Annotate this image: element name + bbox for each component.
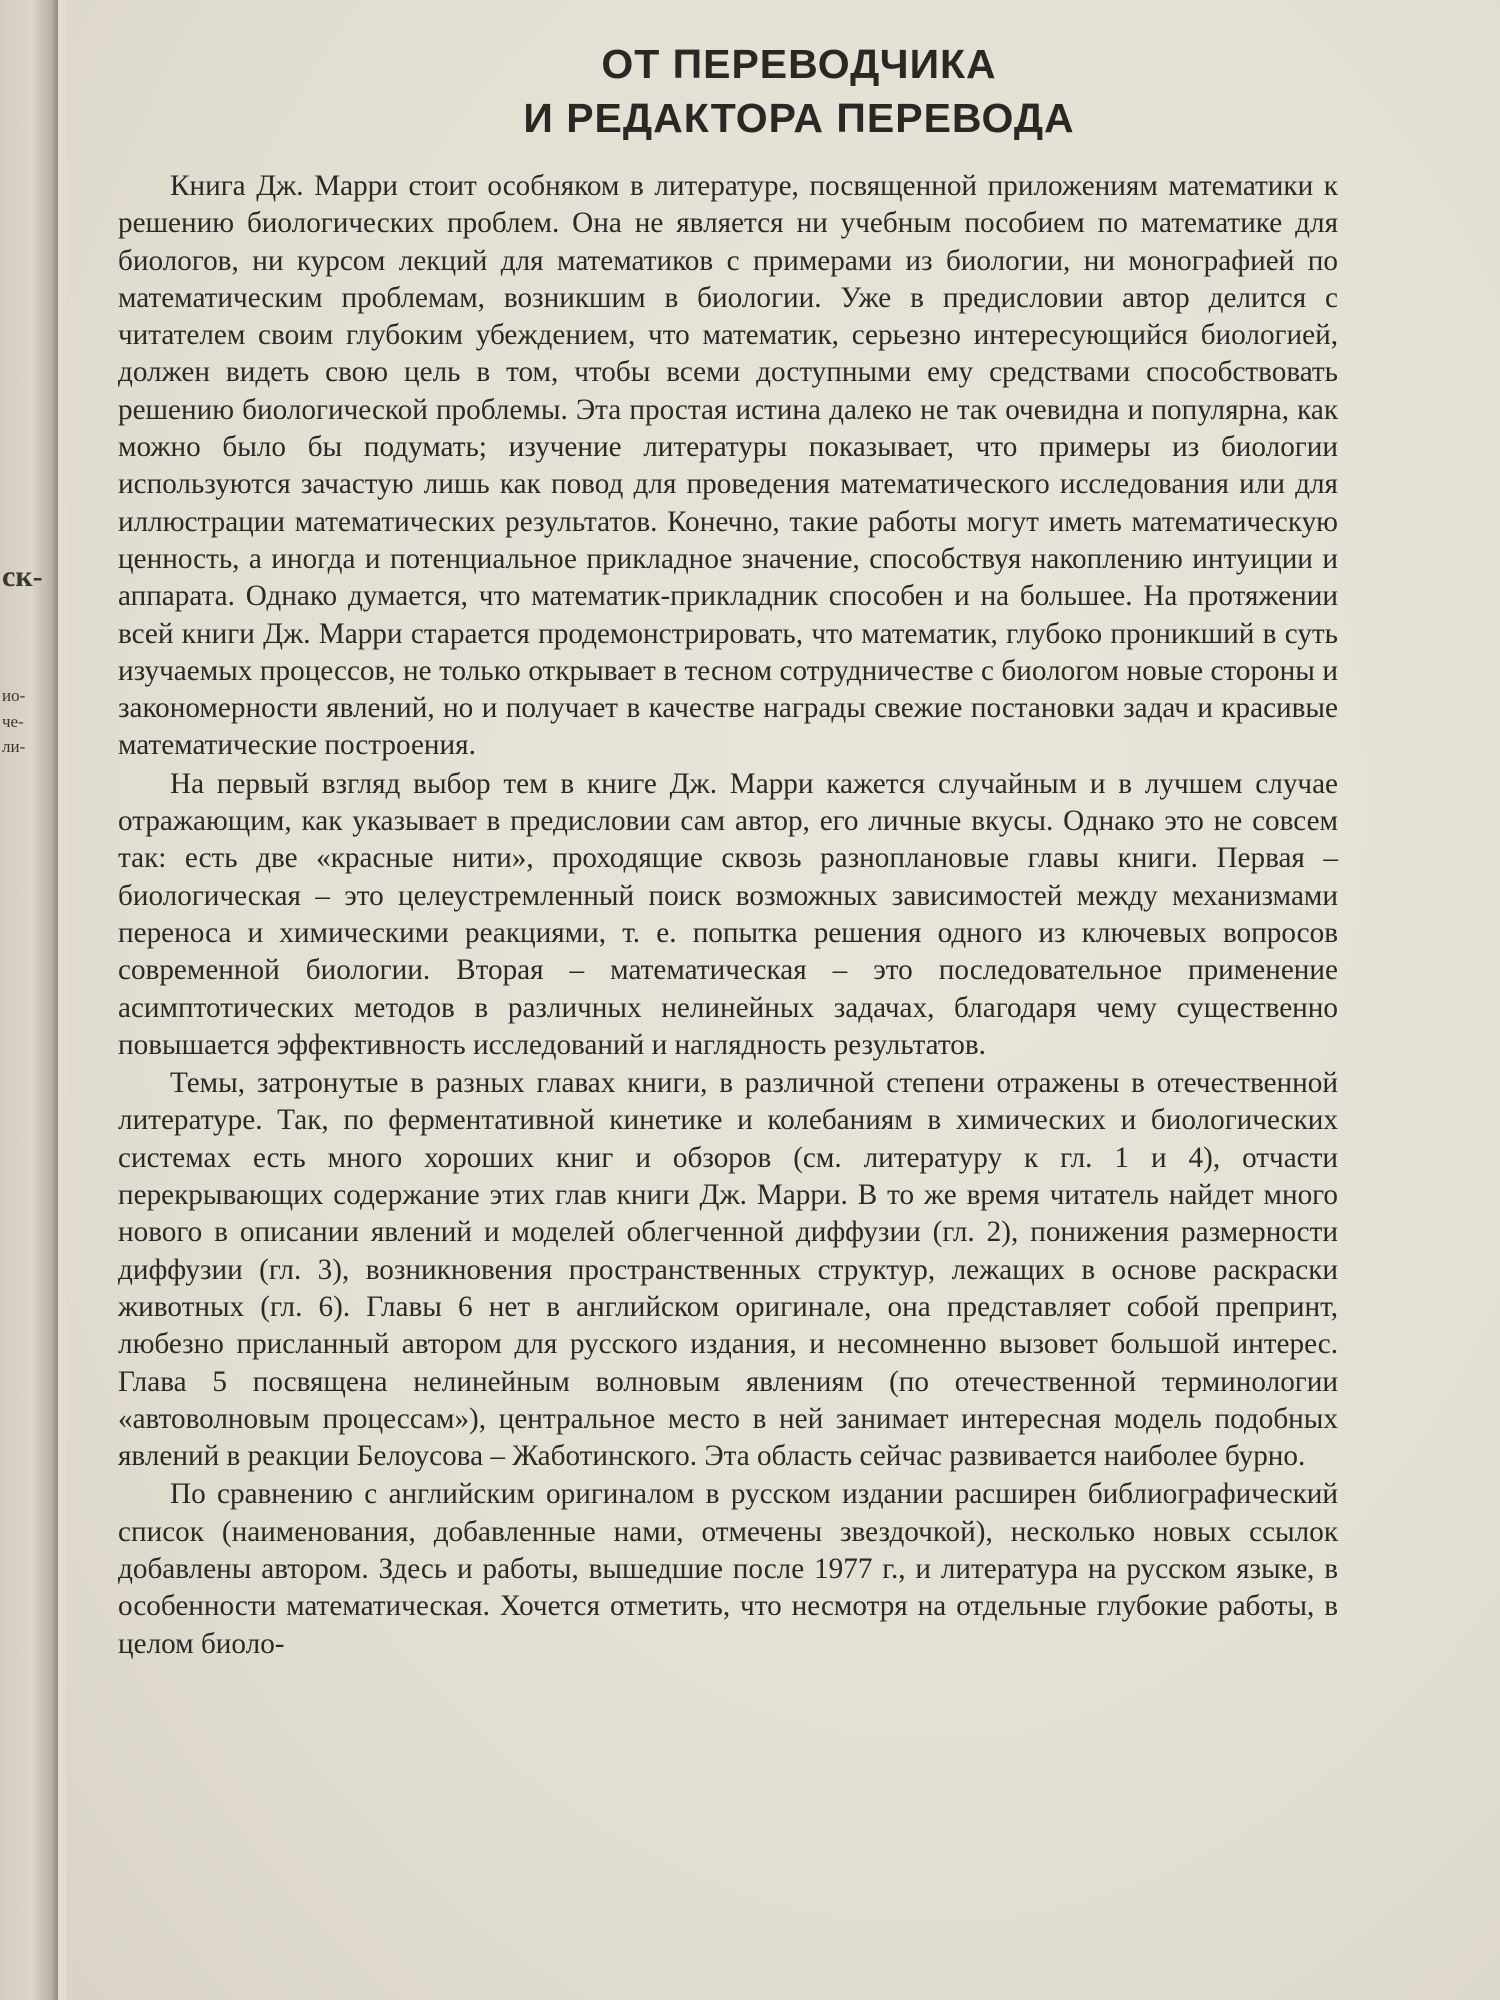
page-body <box>118 168 1338 1663</box>
paragraph-2: На первый взгляд выбор тем в книге Дж. Марри кажется случайным и в лучшем случае отражающим, как указывает в предисловии сам автор, его личные вкусы. Однако это не совсем так: есть две «красные нити», проходящие сквозь разноплановые главы книги. Первая – биологическая – это целеустремленный поиск возможных зависимостей между механизмами переноса и химическими реакциями, т. е. попытка решения одного из ключевых вопросов современной биологии. Вторая – математическая – это последовательное применение асимптотических методов в различных нелинейных задачах, благодаря чему существенно повышается эффективность исследований и наглядность результатов. <box>118 767 1338 1061</box>
previous-page-edge <box>0 0 58 2000</box>
book-page <box>66 0 1500 2000</box>
previous-page-fragment: че- <box>2 712 24 731</box>
paragraph-1: Книга Дж. Марри стоит особняком в литературе, посвященной приложениям математики к решению биологических проблем. Она не является ни учебным пособием по математике для биологов, ни курсом лекций для математиков с примерами из биологии, ни монографией по математическим проблемам, возникшим в биологии. Уже в предисловии автор делится с читателем своим глубоким убеждением, что математик, серьезно интересующийся биологией, должен видеть свою цель в том, чтобы всеми доступными ему средствами способствовать решению биологической проблемы. Эта простая истина далеко не так очевидна и популярна, как можно было бы подумать; изучение литературы показывает, что примеры из биологии используются зачастую лишь как повод для проведения математического исследования или для иллюстрации математических результатов. Конечно, такие работы могут иметь математическую ценность, а иногда и потенциальное прикладное значение, способствуя накоплению интуиции и аппарата. Однако думается, что математик-прикладник способен и на большее. На протяжении всей книги Дж. Марри старается продемонстрировать, что математик, глубоко проникший в суть изучаемых процессов, не только открывает в тесном сотрудничестве с биологом новые стороны и закономерности явлений, но и получает в качестве награды свежие постановки задач и красивые математические построения. <box>118 170 1338 762</box>
paragraph-4: По сравнению с английским оригиналом в русском издании расширен библиографический список (наименования, добавленные нами, отмечены звездочкой), несколько новых ссылок добавлены автором. Здесь и работы, вышедшие после 1977 г., и литература на русском языке, в особенности математическая. Хочется отметить, что несмотря на отдельные глубокие работы, в целом биоло- <box>118 1478 1338 1660</box>
page-title-line-1: ОТ ПЕРЕВОДЧИКА <box>601 41 997 87</box>
previous-page-fragment: ск- <box>2 560 43 593</box>
previous-page-fragment: ио- <box>2 686 26 705</box>
page-title-line-2: И РЕДАКТОРА ПЕРЕВОДА <box>523 95 1075 141</box>
previous-page-fragment: ли- <box>2 737 26 756</box>
paragraph-3: Темы, затронутые в разных главах книги, в различной степени отражены в отечественной литературе. Так, по ферментативной кинетике и колебаниям в химических и биологических системах есть много хороших книг и обзоров (см. литературу к гл. 1 и 4), отчасти перекрывающих содержание этих глав книги Дж. Марри. В то же время читатель найдет много нового в описании явлений и моделей облегченной диффузии (гл. 2), понижения размерности диффузии (гл. 3), возникновения пространственных структур, лежащих в основе раскраски животных (гл. 6). Главы 6 нет в английском оригинале, она представляет собой препринт, любезно присланный автором для русского издания, и несомненно вызовет большой интерес. Глава 5 посвящена нелинейным волновым явлениям (по отечественной терминологии «автоволновым процессам»), центральное место в ней занимает интересная модель подобных явлений в реакции Белоусова – Жаботинского. Эта область сейчас развивается наиболее бурно. <box>118 1067 1338 1473</box>
